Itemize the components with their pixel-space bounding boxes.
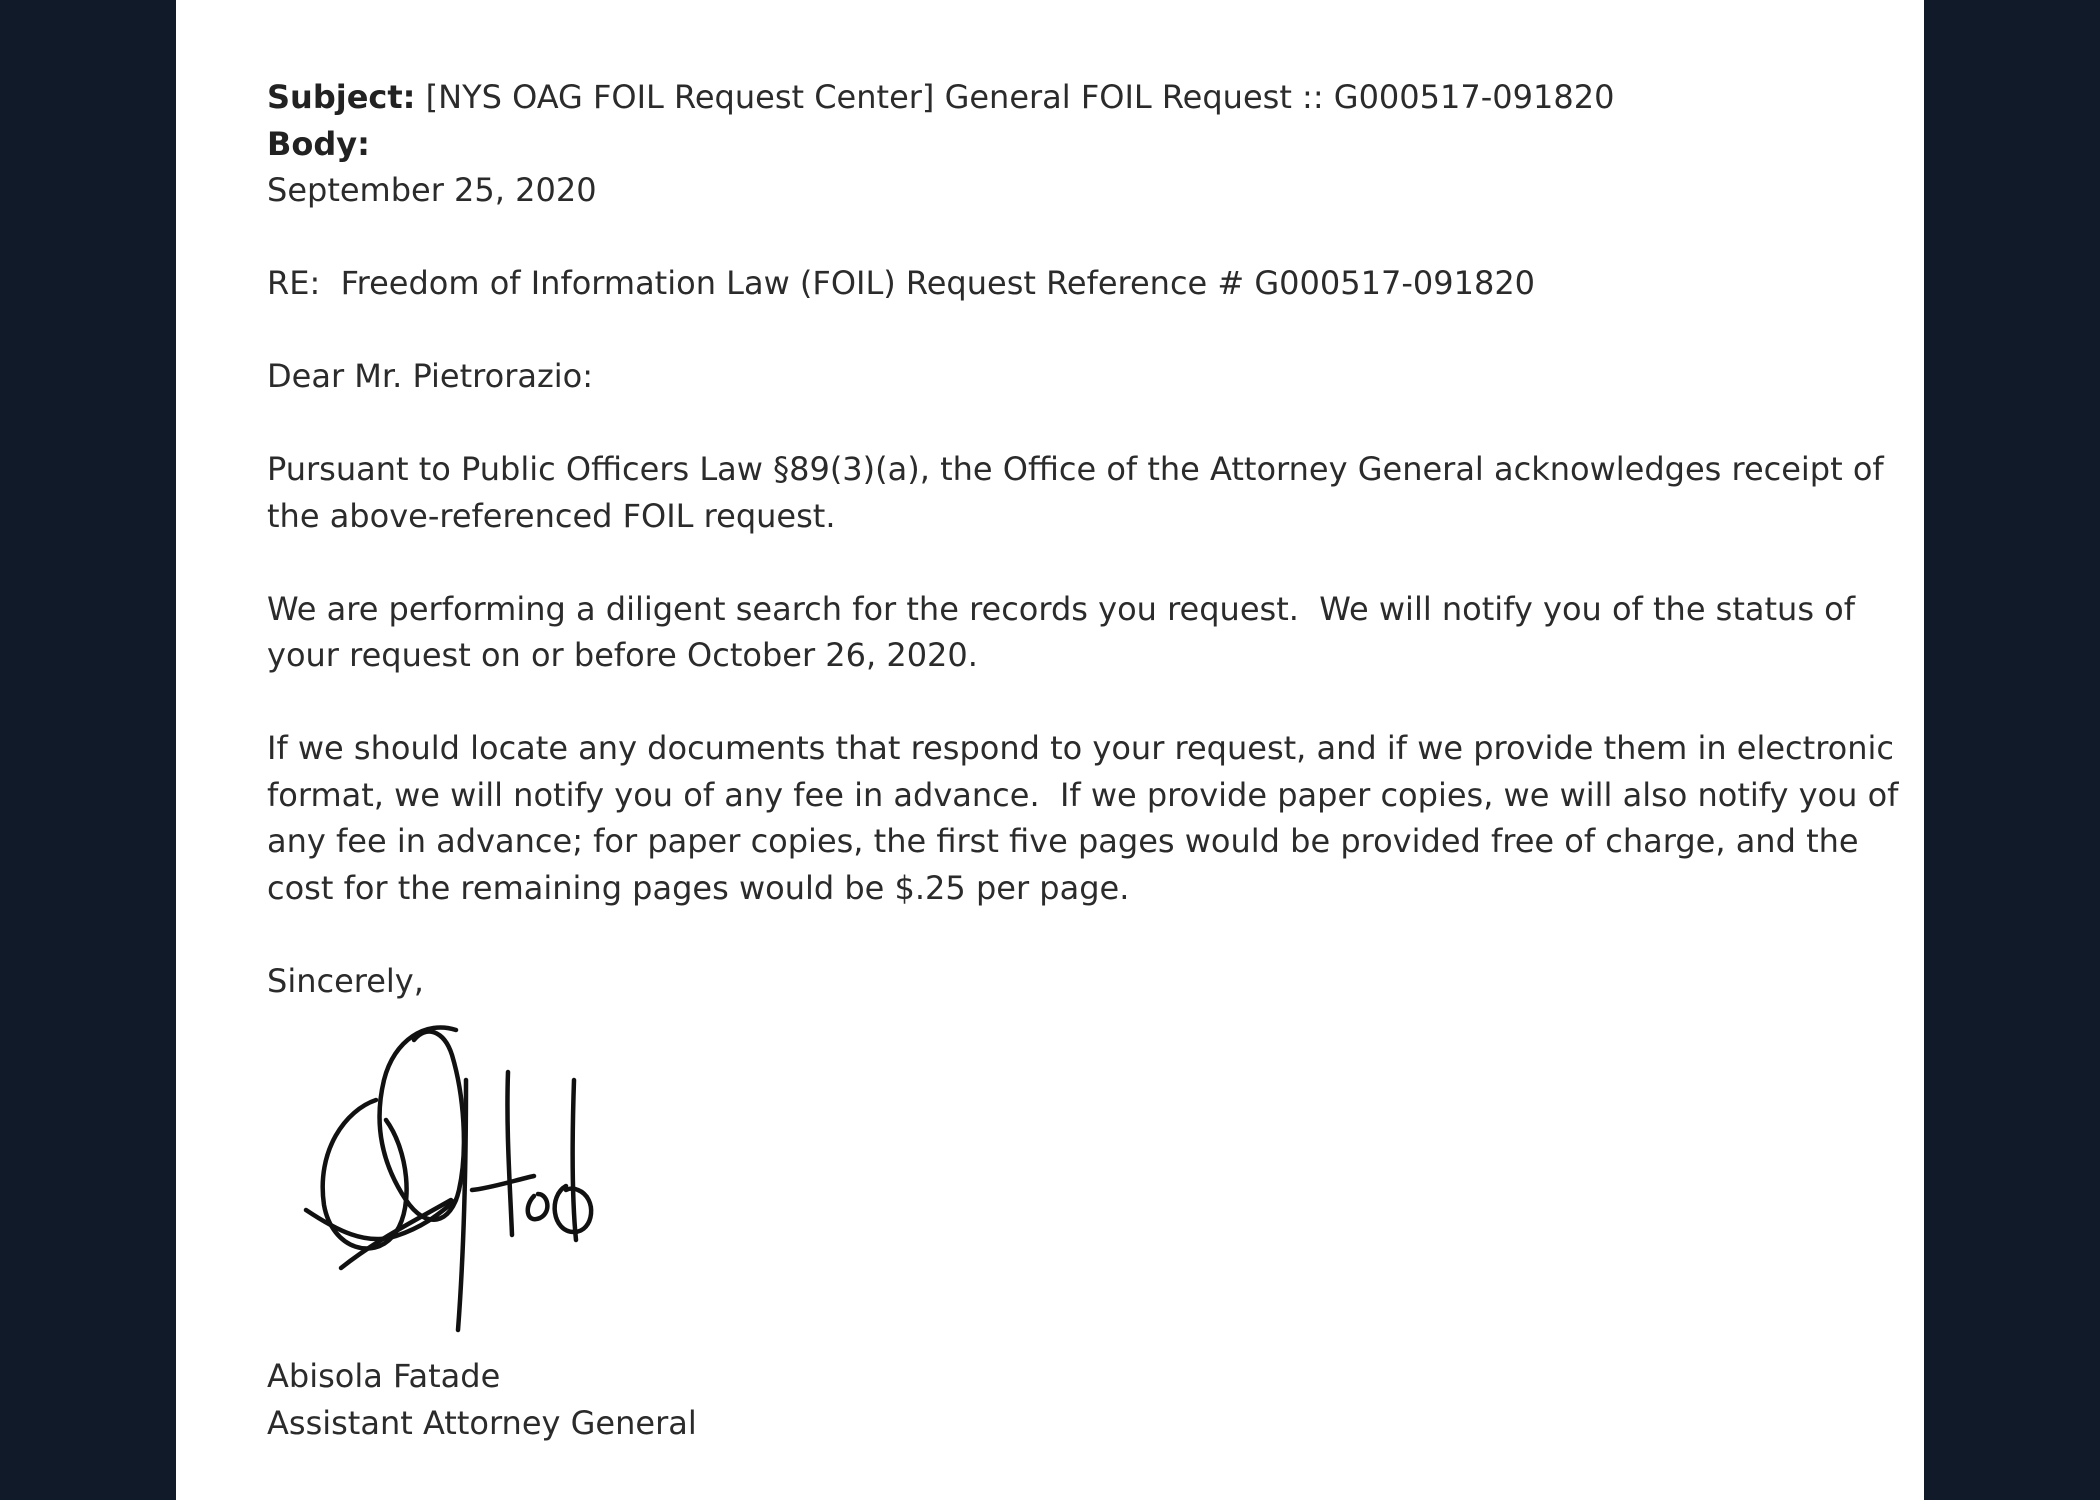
signer-title: Assistant Attorney General (267, 1403, 697, 1442)
closing: Sincerely, (267, 961, 424, 1000)
salutation: Dear Mr. Pietrorazio: (267, 357, 593, 395)
reference-line: RE: Freedom of Information Law (FOIL) Request Reference # G000517-091820 (267, 264, 1536, 302)
body-label: Body: (267, 124, 370, 163)
email-content (267, 74, 1907, 1004)
subject-label: Subject: (267, 78, 416, 116)
signer-name: Abisola Fatade (267, 1357, 501, 1395)
subject-text: [NYS OAG FOIL Request Center] General FOIL Request :: G000517-091820 (425, 78, 1615, 116)
signature-letter-t-cross (472, 1176, 534, 1190)
document-page (176, 0, 1924, 1500)
signature-letter-a (528, 1194, 548, 1219)
subject-line (267, 74, 1907, 121)
paragraph-fees: If we should locate any documents that respond to your request, and if we provide them in electronic format, we will notify you of any fee in advance. If we provide paper copies, we will also notify you of any fee in advance; for paper copies, the first five pages would be provided free of charge, and the cost for the remaining pages would be $.25 per page. (267, 729, 1909, 907)
handwritten-signature (276, 1000, 636, 1340)
paragraph-receipt: Pursuant to Public Officers Law §89(3)(a), the Office of the Attorney General acknowledges receipt of the above-referenced FOIL request. (267, 450, 1884, 535)
signature-letter-t (507, 1072, 512, 1235)
letter-date: September 25, 2020 (267, 171, 597, 209)
signature-loop (380, 1027, 464, 1219)
paragraph-search: We are performing a diligent search for the records you request. We will notify you of the status of your request on or before October 26, 2020. (267, 589, 1866, 674)
signature-letter-d-stem (573, 1080, 576, 1240)
signer-block (267, 1353, 697, 1446)
